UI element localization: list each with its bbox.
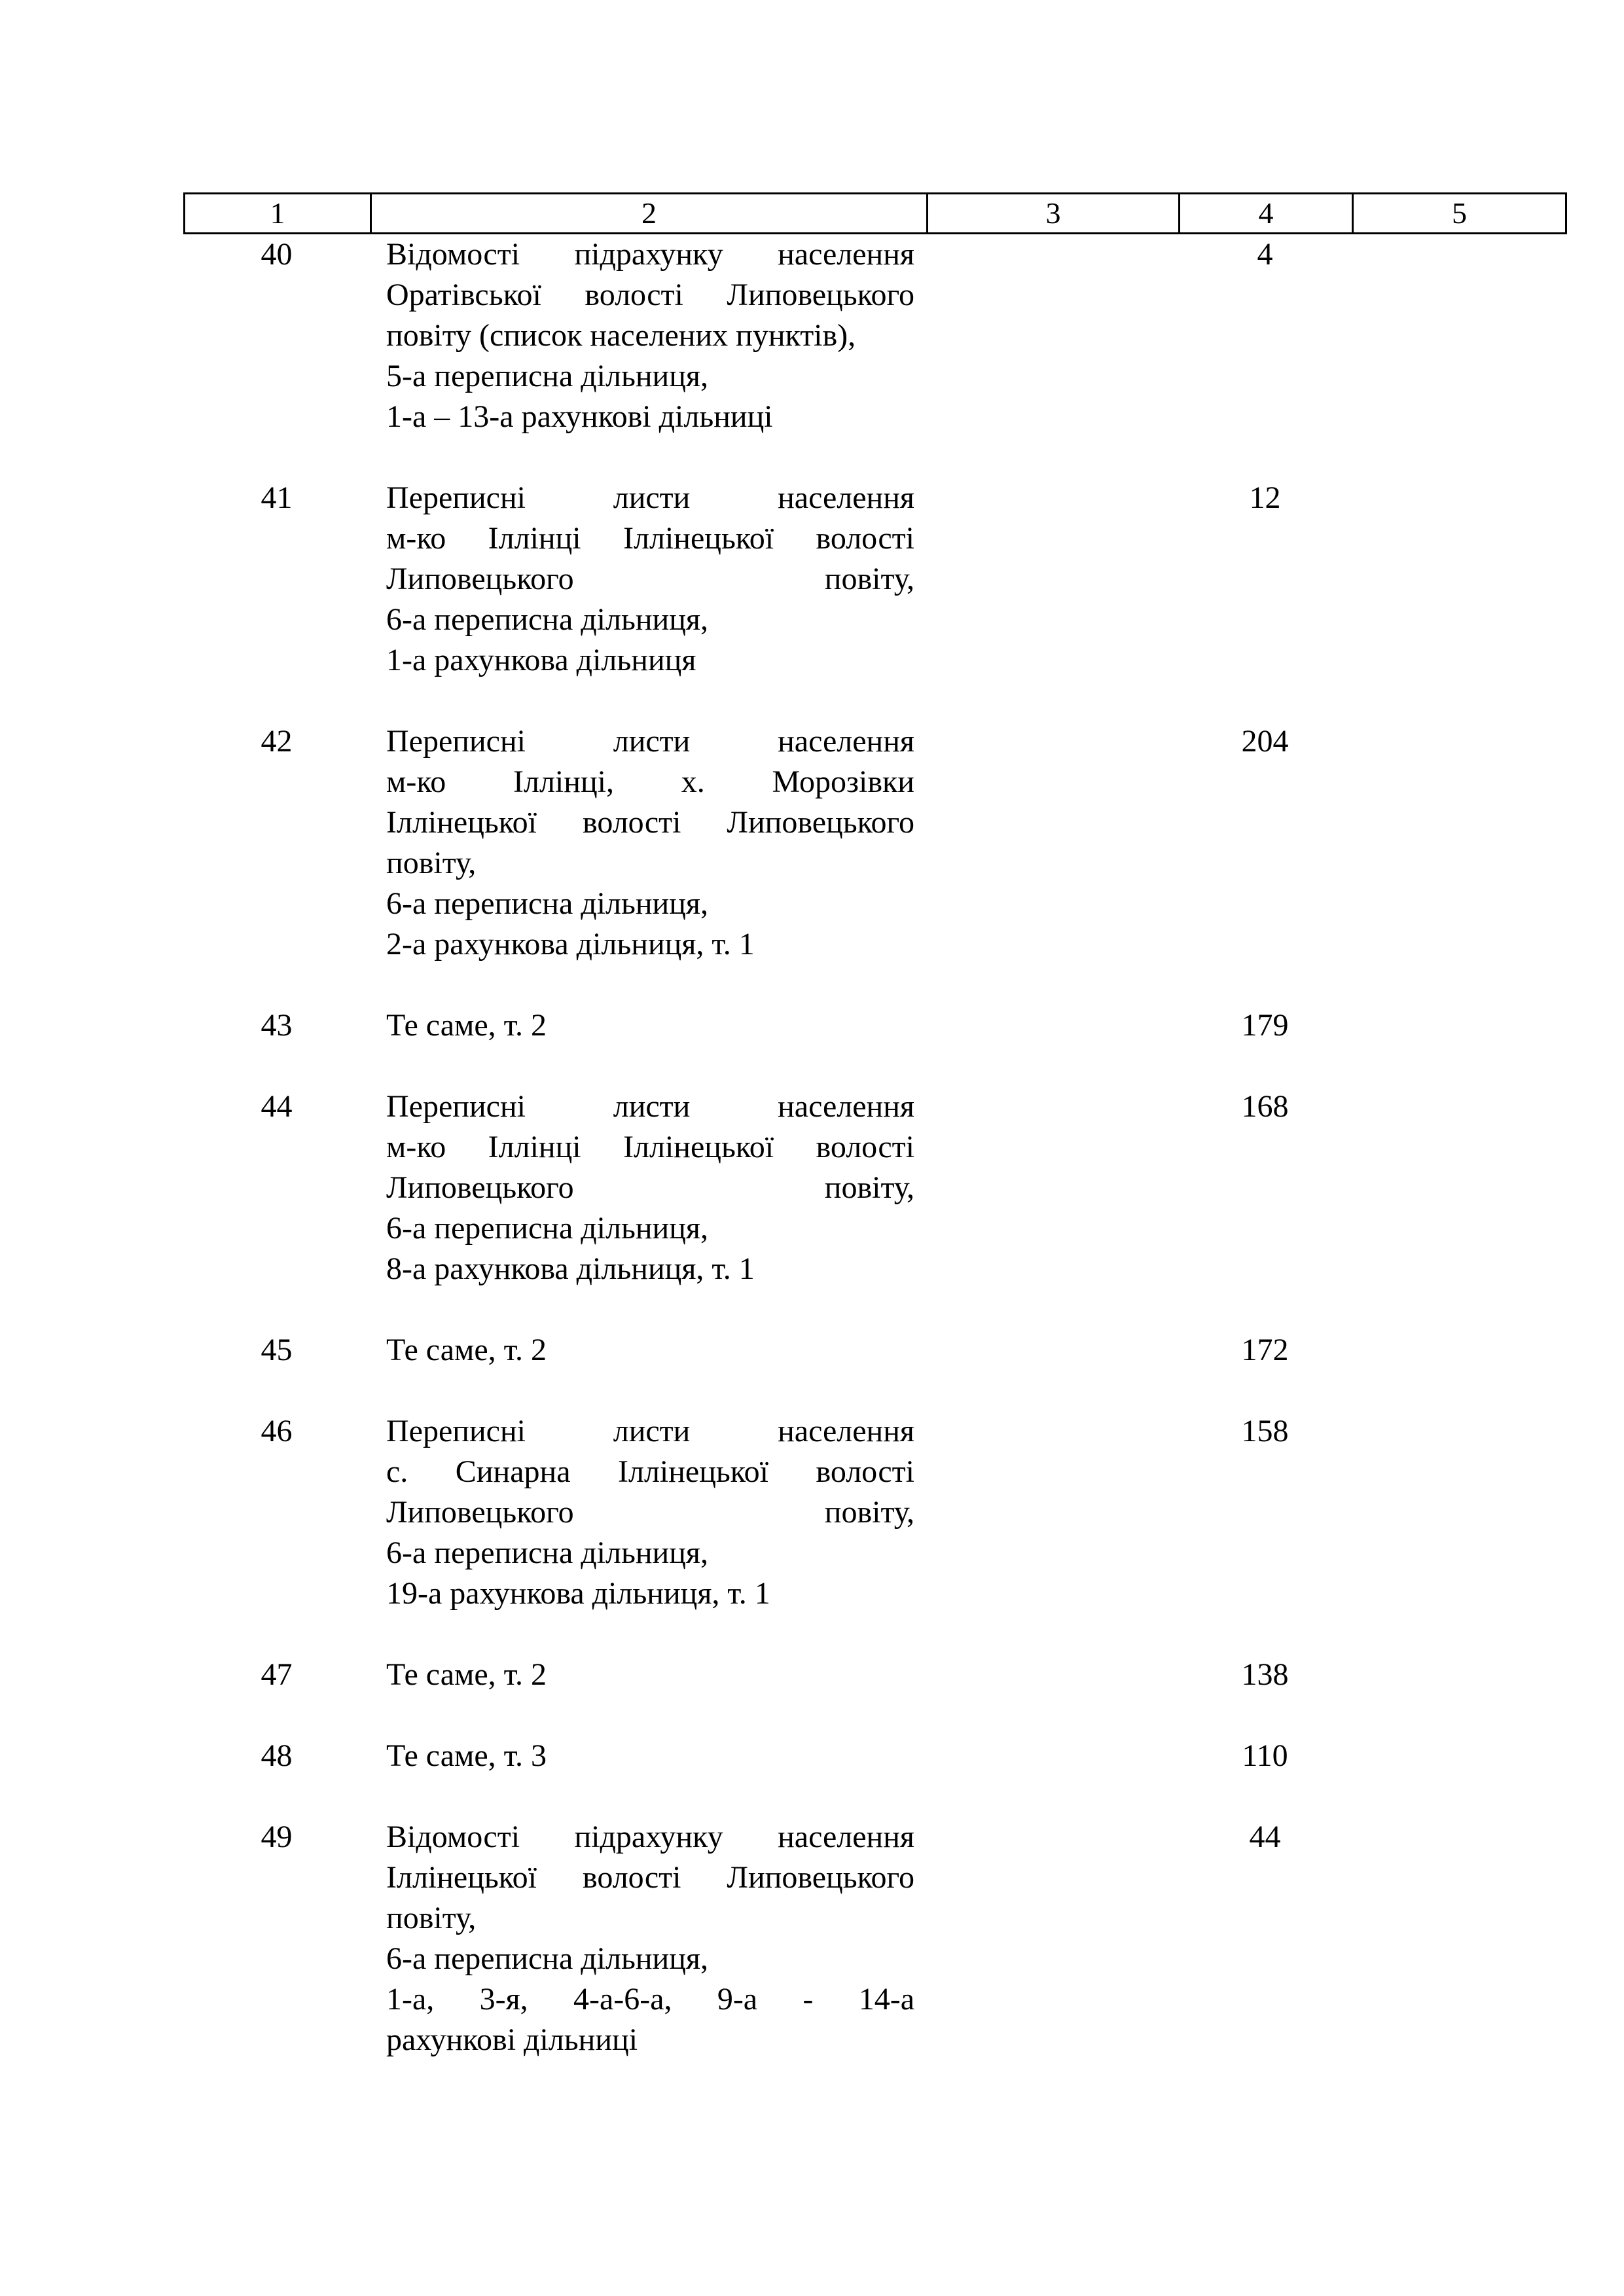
file-notes bbox=[1352, 1086, 1567, 1289]
file-notes bbox=[1352, 1330, 1567, 1371]
title-line: 6-а переписна дільниця, bbox=[386, 1535, 708, 1570]
file-number: 40 bbox=[261, 237, 293, 272]
file-dates bbox=[926, 1411, 1178, 1614]
file-notes bbox=[1352, 1005, 1567, 1046]
title-line: с. Синарна Іллінецької волості bbox=[386, 1454, 914, 1489]
title-line: Переписні листи населення bbox=[386, 1089, 914, 1124]
file-title bbox=[370, 478, 926, 681]
table-row bbox=[183, 1655, 1567, 1695]
file-notes bbox=[1352, 721, 1567, 965]
file-number: 46 bbox=[261, 1414, 293, 1448]
sheet-count: 138 bbox=[1241, 1657, 1289, 1692]
title-line: 1-а – 13-а рахункові дільниці bbox=[386, 399, 773, 434]
file-title bbox=[370, 1736, 926, 1776]
file-title bbox=[370, 1330, 926, 1371]
title-line: 8-а рахункова дільниця, т. 1 bbox=[386, 1251, 755, 1286]
file-title bbox=[370, 1411, 926, 1614]
header-cell-3: 3 bbox=[928, 194, 1180, 232]
title-line: м-ко Іллінці, х. Морозівки bbox=[386, 764, 914, 799]
title-line: Відомості підрахунку населення bbox=[386, 237, 914, 272]
sheet-count: 44 bbox=[1249, 1820, 1281, 1854]
title-line: Переписні листи населення bbox=[386, 480, 914, 515]
sheet-count: 4 bbox=[1257, 237, 1273, 272]
file-notes bbox=[1352, 1817, 1567, 2060]
title-line: Оратівської волості Липовецького bbox=[386, 278, 914, 312]
title-line: Липовецького повіту, bbox=[386, 1495, 914, 1530]
title-line: 1-а, 3-я, 4-а-6-а, 9-а - 14-а bbox=[386, 1982, 914, 2017]
header-cell-4: 4 bbox=[1180, 194, 1354, 232]
file-dates bbox=[926, 1817, 1178, 2060]
file-notes bbox=[1352, 1655, 1567, 1695]
file-number: 42 bbox=[261, 724, 293, 759]
title-line: 6-а переписна дільниця, bbox=[386, 1211, 708, 1246]
file-title bbox=[370, 1655, 926, 1695]
title-line: повіту, bbox=[386, 846, 477, 880]
file-dates bbox=[926, 721, 1178, 965]
file-number: 44 bbox=[261, 1089, 293, 1124]
title-line: повіту (список населених пунктів), bbox=[386, 318, 856, 353]
file-number: 41 bbox=[261, 480, 293, 515]
title-line: Іллінецької волості Липовецького bbox=[386, 805, 914, 840]
file-title bbox=[370, 721, 926, 965]
file-dates bbox=[926, 478, 1178, 681]
title-line: м-ко Іллінці Іллінецької волості bbox=[386, 521, 914, 556]
title-line: 5-а переписна дільниця, bbox=[386, 359, 708, 393]
sheet-count: 204 bbox=[1241, 724, 1289, 759]
table-body bbox=[183, 234, 1567, 2101]
file-dates bbox=[926, 1736, 1178, 1776]
table-row bbox=[183, 478, 1567, 681]
title-line: Липовецького повіту, bbox=[386, 1170, 914, 1205]
file-notes bbox=[1352, 478, 1567, 681]
title-line: 6-а переписна дільниця, bbox=[386, 886, 708, 921]
title-line: 1-а рахункова дільниця bbox=[386, 643, 696, 677]
title-line: повіту, bbox=[386, 1901, 477, 1935]
sheet-count: 179 bbox=[1241, 1008, 1289, 1043]
file-number: 48 bbox=[261, 1738, 293, 1773]
title-line: рахункові дільниці bbox=[386, 2022, 638, 2057]
title-line: 19-а рахункова дільниця, т. 1 bbox=[386, 1576, 770, 1611]
title-line: Липовецького повіту, bbox=[386, 562, 914, 596]
file-title bbox=[370, 1086, 926, 1289]
header-cell-1: 1 bbox=[185, 194, 372, 232]
title-line: Переписні листи населення bbox=[386, 724, 914, 759]
table-row bbox=[183, 1411, 1567, 1614]
header-cell-2: 2 bbox=[372, 194, 928, 232]
title-line: м-ко Іллінці Іллінецької волості bbox=[386, 1130, 914, 1164]
title-line: Відомості підрахунку населення bbox=[386, 1820, 914, 1854]
title-line: Те саме, т. 2 bbox=[386, 1008, 547, 1043]
file-title bbox=[370, 1817, 926, 2060]
sheet-count: 172 bbox=[1241, 1333, 1289, 1367]
table-row bbox=[183, 1817, 1567, 2060]
file-title bbox=[370, 234, 926, 437]
table-row bbox=[183, 234, 1567, 437]
file-number: 45 bbox=[261, 1333, 293, 1367]
title-line: Переписні листи населення bbox=[386, 1414, 914, 1448]
file-notes bbox=[1352, 1736, 1567, 1776]
file-number: 49 bbox=[261, 1820, 293, 1854]
table-row bbox=[183, 1086, 1567, 1289]
sheet-count: 110 bbox=[1242, 1738, 1288, 1773]
file-notes bbox=[1352, 234, 1567, 437]
title-line: 6-а переписна дільниця, bbox=[386, 1941, 708, 1976]
table-row bbox=[183, 721, 1567, 965]
title-line: Те саме, т. 3 bbox=[386, 1738, 547, 1773]
header-cell-5: 5 bbox=[1452, 196, 1467, 230]
sheet-count: 168 bbox=[1241, 1089, 1289, 1124]
sheet-count: 12 bbox=[1249, 480, 1281, 515]
sheet-count: 158 bbox=[1241, 1414, 1289, 1448]
file-title bbox=[370, 1005, 926, 1046]
table-row bbox=[183, 1330, 1567, 1371]
file-dates bbox=[926, 1330, 1178, 1371]
table-row bbox=[183, 1005, 1567, 1046]
file-notes bbox=[1352, 1411, 1567, 1614]
title-line: Іллінецької волості Липовецького bbox=[386, 1860, 914, 1895]
table-row bbox=[183, 1736, 1567, 1776]
file-dates bbox=[926, 234, 1178, 437]
title-line: Те саме, т. 2 bbox=[386, 1657, 547, 1692]
table-header-row bbox=[183, 192, 1567, 234]
title-line: 6-а переписна дільниця, bbox=[386, 602, 708, 637]
file-number: 43 bbox=[261, 1008, 293, 1043]
file-dates bbox=[926, 1655, 1178, 1695]
file-number: 47 bbox=[261, 1657, 293, 1692]
file-dates bbox=[926, 1005, 1178, 1046]
file-dates bbox=[926, 1086, 1178, 1289]
title-line: Те саме, т. 2 bbox=[386, 1333, 547, 1367]
title-line: 2-а рахункова дільниця, т. 1 bbox=[386, 927, 755, 961]
